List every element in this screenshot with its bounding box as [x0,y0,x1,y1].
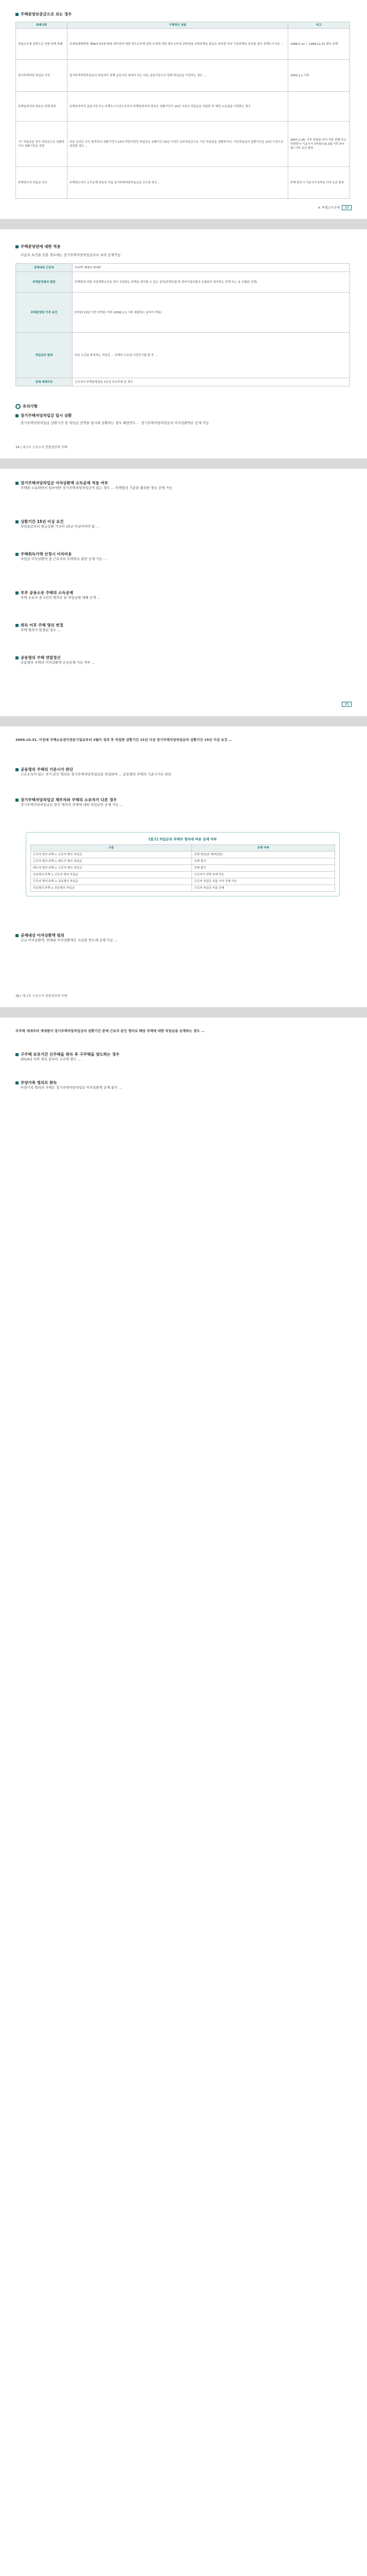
table-cell: 공제 불가 [192,865,335,872]
square-bullet-icon [15,13,19,16]
body-text: 장기주택저당차입금 상환기간 중 차입금 전액을 일시에 상환하는 경우 해당연도 ... 장기주택저당차입금의 이자상환액은 공제 가능 [21,421,209,425]
item-heading: 공제대상 이자상환액 범위 [21,933,64,938]
square-bullet-icon [15,624,19,627]
table-cell: 주택임차자가 금융기관 또는 주택도시기금으로부터 주택임차자의 담보로 상환기간이 15년 이상인 차입금을 차입한 후 해당 소유권을 이전받는 경우 [67,92,288,122]
table-cell: 배우자 명의 주택 + 근로자 명의 차입금 [31,865,192,872]
box-title: [참고] 차입금과 주택의 명의에 따른 공제 여부 [148,837,217,841]
item-heading: 취득 이후 주택 명의 변경 [21,623,63,628]
table-cell: 주택 양수시 기준시가 5억원 이하 요건 충족 [288,167,350,199]
square-bullet-icon [15,799,19,802]
table-cell: 공제 불가 [192,858,335,865]
section-heading: 주택분양보증금으로 보는 경우 [15,11,72,17]
row-label: 차입금의 범위 [16,333,73,378]
section-heading: 주택분양권에 대한 적용 [15,244,61,249]
item-list [15,1052,350,1100]
table-cell: 다른 요건은 모두 충족하나 상환기간이 15년 미만이었던 차입금을 상환기간 15년 이상인 신규차입금으로 기존 차입금을 상환하거나, 기존차입금의 상환기간을 15년 이상으로 연장한 경우 ... [67,122,288,167]
row-label: 공제대상 근로자 [16,264,73,272]
table-cell: '기’ 차입금을 장기 차입금으로 상환하거나 상환기간을 연장 [16,122,67,167]
row-value: 주택법에 의한 사업계획승인을 얻어 건설되는 주택을 취득할 수 있는 권리(주택조합 및 정비사업조합의 조합원이 취득하는 주택 또는 동 조합원 증명) [73,272,350,293]
row-value: 다음 요건을 충족하는 차입금 ... 주택의 소유권 이전등기를 할 것 ... [73,333,350,378]
square-bullet-icon [15,520,19,523]
notice-heading: 유의사항 [15,403,38,409]
item-text: 주택 소유자 중 1인의 명의로 된 차입금에 대해 공제 ... [21,596,100,600]
item-text: 부양가족 명의의 주택은 장기주택저당차입금 이자상환액 공제 불가 ... [21,1086,122,1090]
page-number: 33 [342,205,352,210]
table-cell: 장기주택저당 차입금 이자 [16,60,67,92]
footer-label: 34 | 제 1부 근로소득 연말정산의 이해 [15,446,67,449]
page-3 [0,469,367,716]
list-item [15,767,350,789]
item-heading: 주택취득가액 산정시 이자비용 [21,552,72,556]
intro-text: 2000.10.31. 이전에 주택소유권이전등기일로부터 3월이 경과 후 차입한 상환기간 15년 이상 장기주택저당차입금의 상환기간 15년 이상 요건 ... [15,738,233,742]
table-cell: 영업소득세 감면으로 인한 주택 특례 [16,29,67,60]
table-cell: 공동명의 주택 + 공동명의 차입금 [31,885,192,892]
table-header: 공제 여부 [192,845,335,852]
page-footer [340,702,352,707]
table-header: 비고 [288,22,350,29]
item-list [15,767,350,819]
item-list [15,480,350,684]
page-number: 35 [342,702,352,707]
list-item [15,480,350,510]
item-heading: 구주택 보유기간 신주택을 취득 후 구주택을 양도하는 경우 [21,1052,120,1057]
list-item [15,1052,350,1072]
list-item [15,590,350,613]
item-heading: 장기주택저당차입금 채무자와 주택의 소유자가 다른 경우 [21,798,117,802]
table-cell: 주택임차자의 담보로 주택 취득 [16,92,67,122]
item-text: 장기주택저당차입금은 본인 명의의 주택에 대한 차입금만 공제 가능 ... [21,803,123,807]
row-value: 무주택 세대의 세대주 [73,264,350,272]
item-text: 공동명의 주택의 이자상환액 소득공제 가능 여부 ... [21,660,95,665]
square-bullet-icon [15,1053,19,1056]
table-cell: 근로자 명의 주택 + 근로자 명의 차입금 [31,852,192,858]
page-footer [318,205,352,210]
item-heading: 공동명의 주택 연말정산 [21,655,61,660]
table-cell: 근로자 차입금 지분 이자 공제 가능 [192,878,335,885]
item-heading: 공동명의 주택의 기준시가 판단 [21,767,74,772]
square-bullet-icon [15,934,19,937]
row-label: 주택분양권 가격 요건 [16,293,73,333]
item-text: 주택 명의가 변경된 경우 ... [21,628,61,632]
table-cell: 공제 대상(본 예외있음) [192,852,335,858]
page-footer [15,993,67,998]
item-heading: 상환기간 15년 이상 요건 [21,519,64,524]
square-bullet-icon [15,1081,19,1084]
footer-label: 36 | 제 1부 근로소득 연말정산의 이해 [15,994,67,998]
table-cell: 근로자가 전액 공제 가능 [192,872,335,878]
footer-label: 4. 특별소득공제 [318,206,340,210]
table-header: 특례사항 [16,22,67,29]
list-item [15,551,350,581]
list-item [15,797,350,819]
table-cell: 주택양도자가 소득공제 대상인 차입 장기주택저당차입금을 인수한 경우 ... [67,167,288,199]
list-item [15,1080,350,1100]
table-cell: 1998.5.22 ~ 1999.12.31 취득 주택 [288,29,350,60]
item-heading: 부부 공동소유 주택의 소득공제 [21,590,74,595]
table-cell: 2007.2.28. 이후 연장분 부터 적용 판별 또는 연장당시 기준시가 3억원('14.1월 이후 4억원) 이하 요건 충족 [288,122,350,167]
table-cell: 2003.1.1 이후 [288,60,350,92]
square-bullet-icon [15,768,19,771]
table-cell: 근로자 명의 주택 + 공동명의 차입금 [31,878,192,885]
page-footer [15,445,67,449]
item-text: 근로소득이 있는 자가 본인 명의로 장기주택저당차입금을 차입하여 ... 공동명의 주택의 기준시가로 판단 [21,772,171,776]
square-bullet-icon [15,245,19,248]
list-item [15,622,350,646]
table-cell: 근로자 차입금 지분 공제 [192,885,335,892]
row-value: 근로자가 주택분양권을 2인상 보유하게 된 경우 [73,378,350,386]
row-value: 5억원('13년 이전 3억원) 이하 (2006.1.1 이후 대출하는 분부터 적용) [73,293,350,333]
ownership-table [30,844,335,892]
list-item [15,655,350,684]
table-cell: 장기주택저당차입금의 차입자가 장해 금융기관 내에서 또는 다른 금융기관으로 양해 차입금을 이전하는 경우 ... [67,60,288,92]
reference-box [26,832,340,896]
square-bullet-icon [15,591,19,595]
subheading: 장기주택저당차입금 일시 상환 [15,413,72,418]
page-5 [0,1018,367,2576]
table-cell [288,92,350,122]
intro-text: 무주택 세대주의 세대원이 장기주택저당차입금의 상환기간 중에 근로자 본인 명의로 해당 주택에 대한 차입금을 승계하는 경우 ... [15,1029,205,1033]
item-text: 차입일로부터 원금상환 기간이 15년 이상이어야 함 ... [21,524,99,529]
table-header: 구체적인 내용 [67,22,288,29]
table-header: 구분 [31,845,192,852]
special-rules-table [15,22,350,199]
page-2 [0,229,367,459]
presale-rights-table [15,263,350,386]
item-text: 주택을 소유하면서 일부에만 장기주택저당차입금이 있는 경우 ... 주택법상 기준을 충족한 경우 공제 가능 [21,486,172,490]
circle-icon [15,404,21,409]
item-text: 신규 이자상환액, 연체된 이자상환액은 지급한 연도에 공제 가능 ... [21,938,118,942]
item-heading: 부양가족 명의로 취득 [21,1080,57,1085]
item-text: 2014년 이후 취득 분부터 구주택 양도 ... [21,1057,81,1061]
table-cell: 조세특례제한법 제99조의2에 따라 취득하여 대한 양도소득세 감면 규정에 의한 양도소득세 감면대상 신축주택을 최초로 취득한 자의 기존주택을 보유한 경우 주택도시기금 ... [67,29,288,60]
item-heading: 장기주택저당차입금 이자상환액 소득공제 적용 여부 [21,481,108,485]
square-bullet-icon [15,482,19,485]
row-label: 공제 세제사유 [16,378,73,386]
bullet-text: 다음의 요건을 갖춘 경우에는 장기주택저당차입금으로 보아 공제가능 [21,253,121,257]
list-item [15,519,350,542]
table-cell: 근로자 명의 주택 + 배우자 명의 차입금 [31,858,192,865]
table-cell: 공동명의 주택 + 근로자 명의 차입금 [31,872,192,878]
page-4 [0,726,367,1007]
square-bullet-icon [15,414,19,417]
page-1 [0,0,367,219]
item-text: 차입금 이자상환액 중 근로자의 주택취득 관련 공제 가능 ... [21,557,107,561]
square-bullet-icon [15,656,19,659]
square-bullet-icon [15,553,19,556]
row-label: 주택분양권의 범위 [16,272,73,293]
list-item [15,933,350,943]
table-cell: 주택양수자 차입금 인수 [16,167,67,199]
